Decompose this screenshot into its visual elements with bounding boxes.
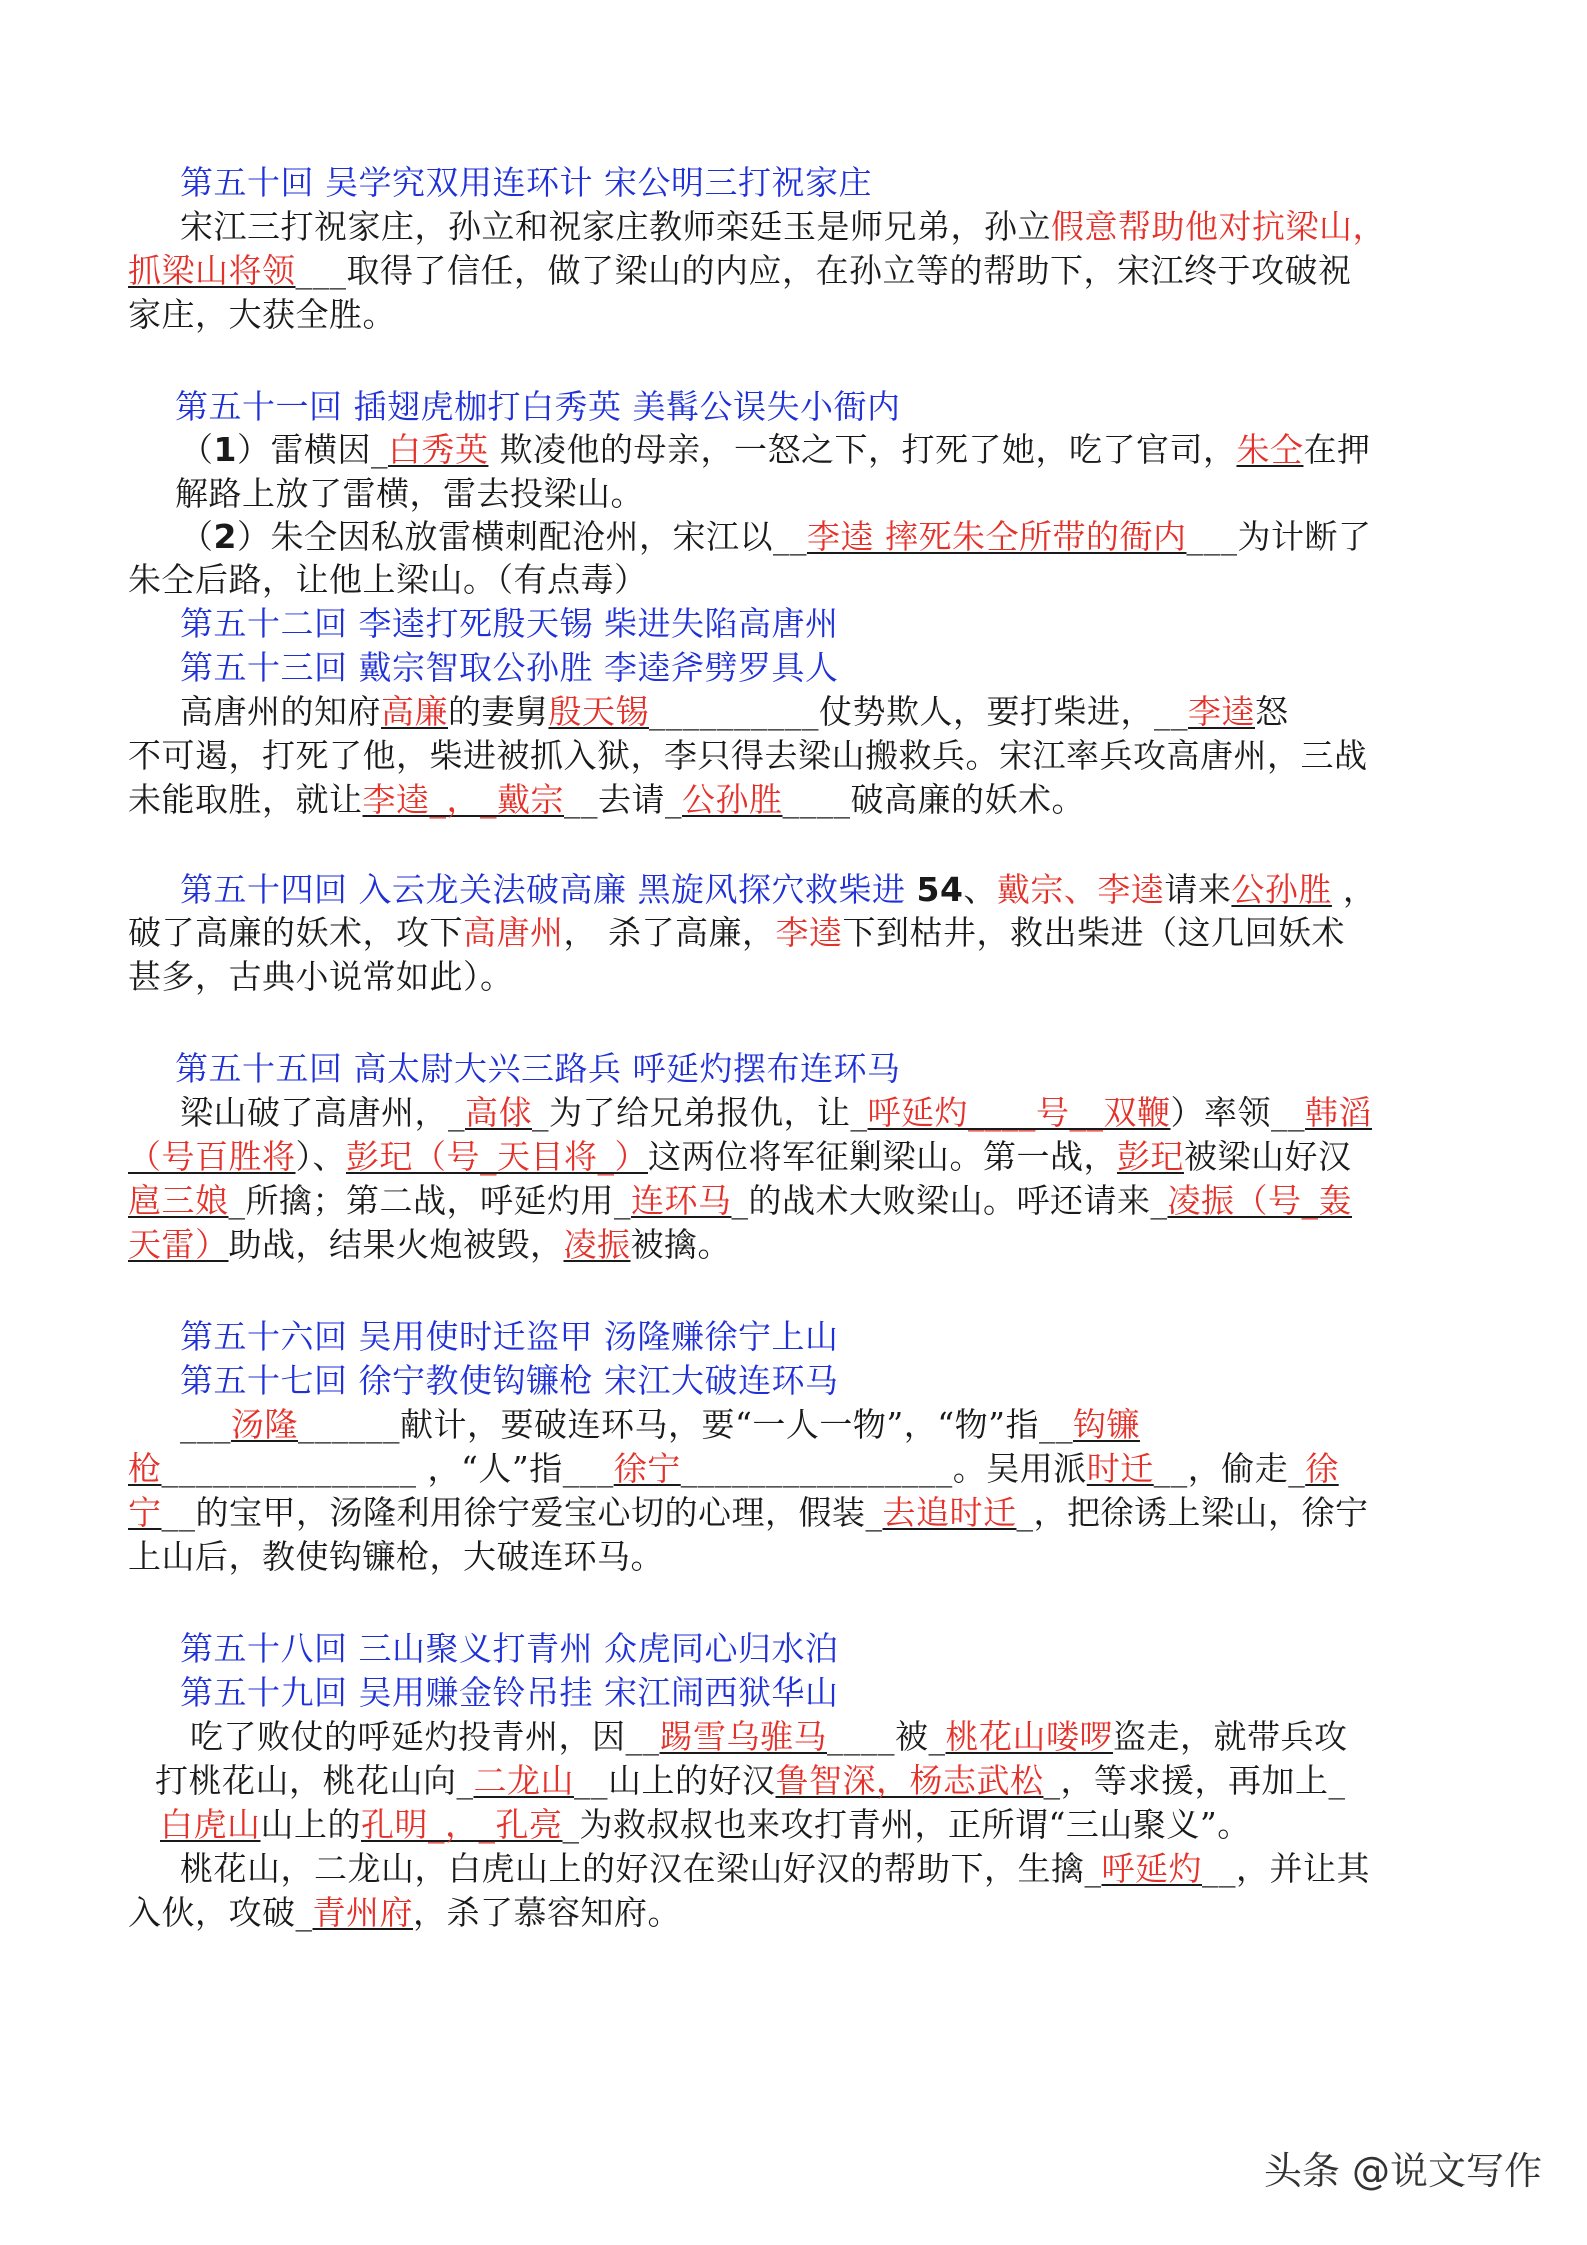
chapter-59-line-5: [128, 1890, 1508, 1936]
body-text: 盗走，就带兵攻: [1113, 1717, 1348, 1756]
body-text: 欺凌他的母亲，一怒之下，打死了她，吃了官司，: [488, 430, 1237, 469]
blank-line: _: [562, 1805, 580, 1844]
blank-line: _: [1288, 1449, 1306, 1488]
body-text: 打桃花山，桃花山向: [155, 1761, 457, 1800]
chapter-57-title: 第五十七回 徐宁教使钩镰枪 宋江大破连环马: [180, 1361, 839, 1400]
answer-text: 汤隆: [231, 1405, 298, 1444]
answer-text: 李逵: [1188, 692, 1255, 731]
answer-text: 桃花山喽啰: [945, 1717, 1113, 1756]
body-text: ，杀了慕容知府。: [413, 1893, 681, 1932]
body-text: ，等求援，再加上: [1060, 1761, 1329, 1800]
body-text: 为计断了: [1237, 517, 1372, 556]
blank-line: __: [1153, 1449, 1188, 1488]
body-text: 高唐州的知府: [180, 692, 381, 731]
blank-line: _: [532, 1093, 549, 1132]
blank-line: __: [161, 1493, 196, 1532]
blank-line: __________: [649, 692, 819, 731]
chapter-54-title: 第五十四回 入云龙关法破高廉 黑旋风探穴救柴进: [180, 870, 906, 909]
blank-line: __: [564, 780, 598, 819]
body-text: ）、: [295, 1137, 346, 1176]
blank-line: ___: [562, 1449, 614, 1488]
blank-line: _: [614, 1181, 631, 1220]
body-text: 山上的: [260, 1805, 361, 1844]
chapter-53-line-1: [180, 689, 1560, 735]
chapter-50-title: 第五十回 吴学究双用连环计 宋公明三打祝家庄: [180, 163, 872, 202]
chapter-51-line-4: 朱仝后路，让他上梁山。（有点毒）: [128, 560, 648, 599]
chapter-51-line-2: 解路上放了雷横，雷去投梁山。: [175, 474, 644, 513]
body-text: 破高廉的妖术。: [850, 780, 1085, 819]
chapter-53-line-2: 不可遏，打死了他，柴进被抓入狱，李只得去梁山搬救兵。宋江率兵攻高唐州，三战: [128, 736, 1368, 775]
chapter-52-title: 第五十二回 李逵打死殷天锡 柴进失陷高唐州: [180, 604, 839, 643]
answer-text: 公孙胜: [682, 780, 783, 819]
body-text: 请来: [1164, 870, 1232, 909]
body-text: （: [180, 517, 214, 556]
answer-text: 凌振: [563, 1225, 631, 1264]
chapter-59-line-2: [155, 1758, 1535, 1804]
body-text: 取得了信任，做了梁山的内应，在孙立等的帮助下，宋江终于攻破祝: [346, 251, 1352, 290]
body-text: 宋江三打祝家庄，孙立和祝家庄教师栾廷玉是师兄弟，孙立: [180, 207, 1051, 246]
blank-line: _______________: [161, 1449, 417, 1488]
answer-text: 白虎山: [160, 1805, 261, 1844]
answer-text: 李逵: [775, 913, 843, 952]
chapter-54-line-2: [128, 910, 1508, 956]
answer-text: 高唐州: [463, 913, 564, 952]
answer-text: 呼延灼: [1101, 1849, 1202, 1888]
chapter-57-line-3: [128, 1490, 1508, 1536]
body-text: 入伙，攻破: [128, 1893, 296, 1932]
chapter-55-line-3: [128, 1178, 1508, 1224]
answer-text: 时迁: [1086, 1449, 1154, 1488]
chapter-55-line-2: [128, 1134, 1508, 1180]
body-text: 被擒。: [630, 1225, 731, 1264]
body-text: 的妻舅: [448, 692, 549, 731]
body-text: ）朱仝因私放雷横刺配沧州，宋江以: [236, 517, 773, 556]
body-text: ）雷横因: [236, 430, 371, 469]
chapter-50-line-2: [128, 248, 1508, 294]
answer-text: 韩滔: [1305, 1093, 1372, 1132]
body-text: 去请: [598, 780, 665, 819]
body-text: ， 杀了高廉，: [563, 913, 776, 952]
answer-text: 扈三娘: [128, 1181, 229, 1220]
answer-text: 鲁智深，杨志武松: [775, 1761, 1044, 1800]
chapter-57-line-2: [128, 1446, 1508, 1492]
chapter-55-title: 第五十五回 高太尉大兴三路兵 呼延灼摆布连环马: [175, 1049, 901, 1088]
blank-line: _: [456, 1761, 474, 1800]
item-number: 2: [213, 517, 237, 556]
body-text: 仗势欺人，要打柴进，: [819, 692, 1154, 731]
answer-text: 戴宗、李逵: [996, 870, 1165, 909]
body-text: 助战，结果火炮被毁，: [228, 1225, 564, 1264]
answer-text: 二龙山: [473, 1761, 574, 1800]
chapter-57-line-1: [180, 1402, 1560, 1448]
blank-line: _: [1084, 1849, 1102, 1888]
blank-line: ___: [180, 1405, 231, 1444]
body-text: ）率领: [1170, 1093, 1271, 1132]
answer-text: 朱仝: [1236, 430, 1304, 469]
body-text: 的宝甲，汤隆利用徐宁爱宝心切的心理，假装: [195, 1493, 866, 1532]
body-text: 、: [963, 870, 997, 909]
watermark: 头条 @说文写作: [1263, 2149, 1542, 2193]
chapter-50-line-3: 家庄，大获全胜。: [128, 295, 396, 334]
body-text: （: [180, 430, 214, 469]
answer-text: 连环马: [631, 1181, 732, 1220]
body-text: 下到枯井，救出柴进（这几回妖术: [842, 913, 1345, 952]
body-text: ，把徐诱上梁山，徐宁: [1033, 1493, 1369, 1532]
body-text: 在押: [1303, 430, 1371, 469]
chapter-59-line-1: [190, 1714, 1570, 1760]
answer-text: 徐: [1305, 1449, 1339, 1488]
body-text: 吃了败仗的呼延灼投青州，因: [190, 1717, 626, 1756]
answer-text: 青州府: [312, 1893, 413, 1932]
answer-text: 殷天锡: [548, 692, 649, 731]
blank-line: _: [370, 430, 388, 469]
chapter-55-line-1: [180, 1090, 1560, 1136]
blank-line: _: [295, 1893, 313, 1932]
chapter-59-line-4: [180, 1846, 1560, 1892]
blank-line: __: [1038, 1405, 1073, 1444]
body-text: ，“人”指: [416, 1449, 563, 1488]
blank-line: __: [772, 517, 807, 556]
blank-line: __: [1271, 1093, 1305, 1132]
body-text: 被: [895, 1717, 929, 1756]
chapter-54-line-3: 甚多，古典小说常如此）。: [128, 957, 514, 996]
chapter-55-line-4: [128, 1222, 1508, 1268]
answer-text: 假意帮助他对抗梁山，: [1051, 207, 1386, 246]
body-text: _的战术大败梁山。呼还请来: [731, 1181, 1151, 1220]
blank-line: _: [928, 1717, 946, 1756]
answer-text: 天雷）: [128, 1225, 229, 1264]
body-text: 。吴用派: [952, 1449, 1087, 1488]
answer-text: 彭玘（号_天目将_）: [346, 1137, 648, 1176]
body-text: 破了高廉的妖术，攻下: [128, 913, 463, 952]
blank-line: __: [1202, 1849, 1236, 1888]
chapter-51-line-1: [180, 427, 1560, 473]
blank-line: _: [850, 1093, 868, 1132]
chapter-53-line-3: [128, 777, 1508, 823]
chapter-58-title: 第五十八回 三山聚义打青州 众虎同心归水泊: [180, 1629, 839, 1668]
answer-text: 钩镰: [1072, 1405, 1140, 1444]
body-text: 为救叔叔也来攻打青州，正所谓“三山聚义”。: [579, 1805, 1251, 1844]
answer-text: 彭玘: [1117, 1137, 1184, 1176]
blank-line: _: [1150, 1181, 1168, 1220]
blank-line: ___: [1186, 517, 1238, 556]
blank-line: ________________: [680, 1449, 953, 1488]
body-text: ，并让其: [1236, 1849, 1370, 1888]
answer-text: （号百胜将: [128, 1137, 296, 1176]
body-text: 梁山破了高唐州，: [180, 1093, 448, 1132]
blank-line: __: [574, 1761, 608, 1800]
answer-text: 宁: [128, 1493, 162, 1532]
answer-text: 李逵 摔死朱仝所带的衙内: [806, 517, 1187, 556]
answer-text: 去追时迁: [882, 1493, 1017, 1532]
item-number: 1: [213, 430, 237, 469]
chapter-51-title: 第五十一回 插翅虎枷打白秀英 美髯公误失小衙内: [175, 387, 901, 426]
answer-text: 枪: [128, 1449, 162, 1488]
answer-text: 孔明_，_孔亮: [361, 1805, 563, 1844]
chapter-50-line-1: [180, 204, 1560, 250]
chapter-56-title: 第五十六回 吴用使时迁盗甲 汤隆赚徐宁上山: [180, 1317, 839, 1356]
body-text: 被梁山好汉: [1184, 1137, 1352, 1176]
blank-line: _: [1043, 1761, 1061, 1800]
body-text: 献计，要破连环马，要“一人一物”，“物”指: [400, 1405, 1039, 1444]
blank-line: ____: [782, 780, 851, 819]
blank-line: _: [1016, 1493, 1034, 1532]
body-text: _所擒；第二战，呼延灼用: [228, 1181, 614, 1220]
answer-text: 踢雪乌骓马: [659, 1717, 827, 1756]
answer-text: 李逵_，_戴宗: [362, 780, 564, 819]
body-text: 桃花山，二龙山，白虎山上的好汉在梁山好汉的帮助下，生擒: [180, 1849, 1085, 1888]
blank-line: ____: [827, 1717, 895, 1756]
blank-line: _: [665, 780, 682, 819]
answer-text: 呼延灼____号__双鞭: [867, 1093, 1171, 1132]
body-text: ，: [1331, 870, 1377, 909]
blank-line: _: [1328, 1761, 1346, 1800]
chapter-57-line-4: 上山后，教使钩镰枪，大破连环马。: [128, 1537, 664, 1576]
body-text: 山上的好汉: [608, 1761, 776, 1800]
answer-text: 白秀英: [387, 430, 489, 469]
chapter-59-title: 第五十九回 吴用赚金铃吊挂 宋江闹西狱华山: [180, 1673, 839, 1712]
answer-text: 高俅: [465, 1093, 532, 1132]
item-number: 54: [916, 870, 964, 909]
answer-text: 徐宁: [613, 1449, 681, 1488]
blank-line: ___: [295, 251, 347, 290]
body-text: 未能取胜，就让: [128, 780, 363, 819]
answer-text: 抓梁山将领: [128, 251, 296, 290]
answer-text: 凌振（号_轰: [1167, 1181, 1352, 1220]
blank-line: ______: [298, 1405, 400, 1444]
answer-text: 公孙胜: [1231, 870, 1332, 909]
body-text: 这两位将军征剿梁山。第一战，: [648, 1137, 1117, 1176]
body-text: 为了给兄弟报仇，让: [549, 1093, 851, 1132]
blank-line: _: [865, 1493, 883, 1532]
chapter-53-title: 第五十三回 戴宗智取公孙胜 李逵斧劈罗具人: [180, 648, 839, 687]
body-text: 怒: [1255, 692, 1289, 731]
blank-line: _: [448, 1093, 465, 1132]
chapter-54-line-1: [180, 867, 1560, 913]
blank-line: __: [625, 1717, 660, 1756]
chapter-51-line-3: [180, 514, 1560, 560]
blank-line: __: [1154, 692, 1188, 731]
body-text: ，偷走: [1187, 1449, 1289, 1488]
chapter-59-line-3: [160, 1802, 1540, 1848]
answer-text: 高廉: [381, 692, 448, 731]
